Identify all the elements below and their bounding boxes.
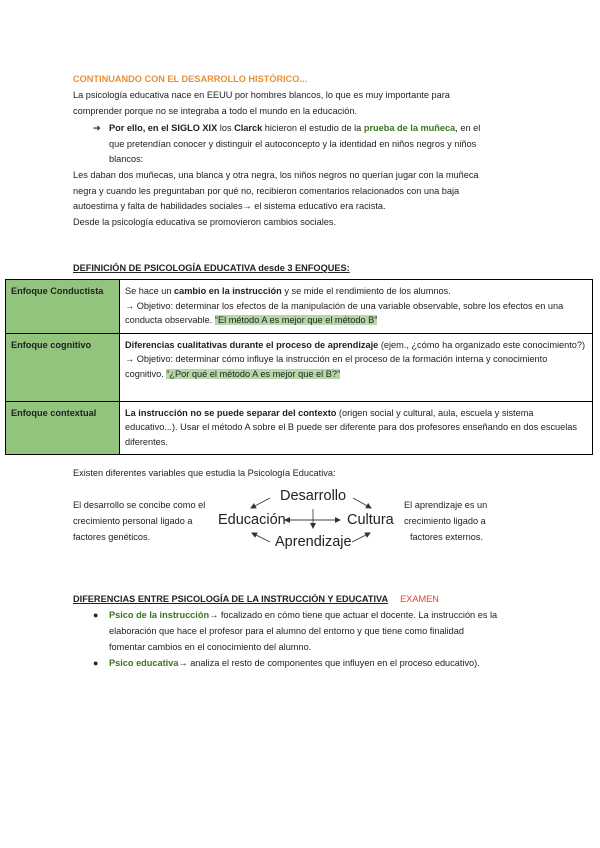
example-highlight: “El método A es mejor que el método B” [214, 315, 378, 325]
variables-intro: Existen diferentes variables que estudia la Psicología Educativa: [73, 468, 336, 478]
intro-line-1: La psicología educativa nace en EEUU por hombres blancos, lo que es muy importante para [73, 90, 450, 100]
left-note-line-1: El desarrollo se concibe como el [73, 500, 206, 510]
bullet-dot-icon: ● [93, 610, 99, 620]
diagram-aprendizaje: Aprendizaje [275, 534, 352, 550]
para-line-1: Les daban dos muñecas, una blanca y otra negra, los niños negros no querían jugar con la muñeca [73, 170, 479, 180]
instruccion-line-1: Psico de la instrucción→ focalizado en cómo tiene que actuar el docente. La instrucción es la [109, 610, 498, 620]
arrow-bullet-icon: ➔ [93, 123, 101, 133]
right-note-line-2: crecimiento ligado a [404, 516, 486, 526]
bullet-dot-icon: ● [93, 658, 99, 668]
right-note-line-3: factores externos. [410, 532, 484, 542]
arrow-desarrollo-educacion [251, 498, 270, 508]
section-heading-enfoques: DEFINICIÓN DE PSICOLOGÍA EDUCATIVA desde 3 ENFOQUES: [73, 263, 350, 273]
intro-line-2: comprender porque no se integraba a todo el mundo en la educación. [73, 106, 357, 116]
enfoque-description: Se hace un cambio en la instrucción y se mide el rendimiento de los alumnos. → Objetivo: determinar los efectos de la manipulación de una variable observable, sobre los efectos en una conducta observable. “El método A es mejor que el método B” [120, 280, 593, 334]
educativa-line: Psico educativa→ analiza el resto de componentes que influyen en el proceso educativo). [109, 658, 480, 668]
left-note-line-3: factores genéticos. [73, 532, 151, 542]
enfoque-label: Enfoque cognitivo [6, 333, 120, 401]
arrow-desarrollo-cultura [353, 498, 371, 508]
examen-tag: EXAMEN [400, 594, 439, 604]
enfoque-description: Diferencias cualitativas durante el proceso de aprendizaje (ejem., ¿cómo ha organizado este conocimiento?) → Objetivo: determinar cómo influye la instrucción en el proceso de la formación interna y conocimiento cognitivo. “¿Por qué el método A es mejor que el B?” [120, 333, 593, 401]
instruccion-line-3: fomentar cambios en el conocimiento del alumno. [109, 642, 312, 652]
para-line-3: autoestima y falta de habilidades sociales→ el sistema educativo era racista. [73, 201, 386, 211]
para-line-2: negra y cuando les preguntaban por qué no, recibieron comentarios relacionados con una baja [73, 186, 460, 196]
example-highlight: “¿Por qué el método A es mejor que el B?” [166, 368, 341, 379]
diagram-educacion: Educación [218, 512, 286, 528]
bullet-line-3: blancos: [109, 154, 144, 164]
arrow-aprendizaje-educacion [252, 533, 270, 542]
bullet-line-2: que pretendían conocer y distinguir el autoconcepto y la identidad en niños negros y niños [109, 139, 477, 149]
para-line-4: Desde la psicología educativa se promovieron cambios sociales. [73, 217, 337, 227]
enfoque-description: La instrucción no se puede separar del contexto (origen social y cultural, aula, escuela y sistema educativo...). Usar el método A sobre el B puede ser diferente para dos profesores enseñando en dos escuelas diferentes. [120, 401, 593, 455]
section-heading-diferencias: DIFERENCIAS ENTRE PSICOLOGÍA DE LA INSTRUCCIÓN Y EDUCATIVA EXAMEN [73, 594, 439, 604]
section-heading-historico: CONTINUANDO CON EL DESARROLLO HISTÓRICO... [73, 74, 308, 84]
right-note-line-1: El aprendizaje es un [404, 500, 488, 510]
arrow-aprendizaje-cultura [352, 533, 370, 542]
prueba-muneca-highlight: prueba de la muñeca [363, 123, 456, 133]
enfoque-label: Enfoque Conductista [6, 280, 120, 334]
diagram-cultura: Cultura [347, 512, 394, 528]
enfoque-label: Enfoque contextual [6, 401, 120, 455]
diagram-desarrollo: Desarrollo [280, 488, 347, 504]
left-note-line-2: crecimiento personal ligado a [73, 516, 193, 526]
bullet-line-1: Por ello, en el SIGLO XIX los Clarck hicieron el estudio de la prueba de la muñeca, en el [109, 123, 481, 133]
instruccion-line-2: elaboración que hace el profesor para el alumno del entorno y que tiene como finalidad [109, 626, 464, 636]
